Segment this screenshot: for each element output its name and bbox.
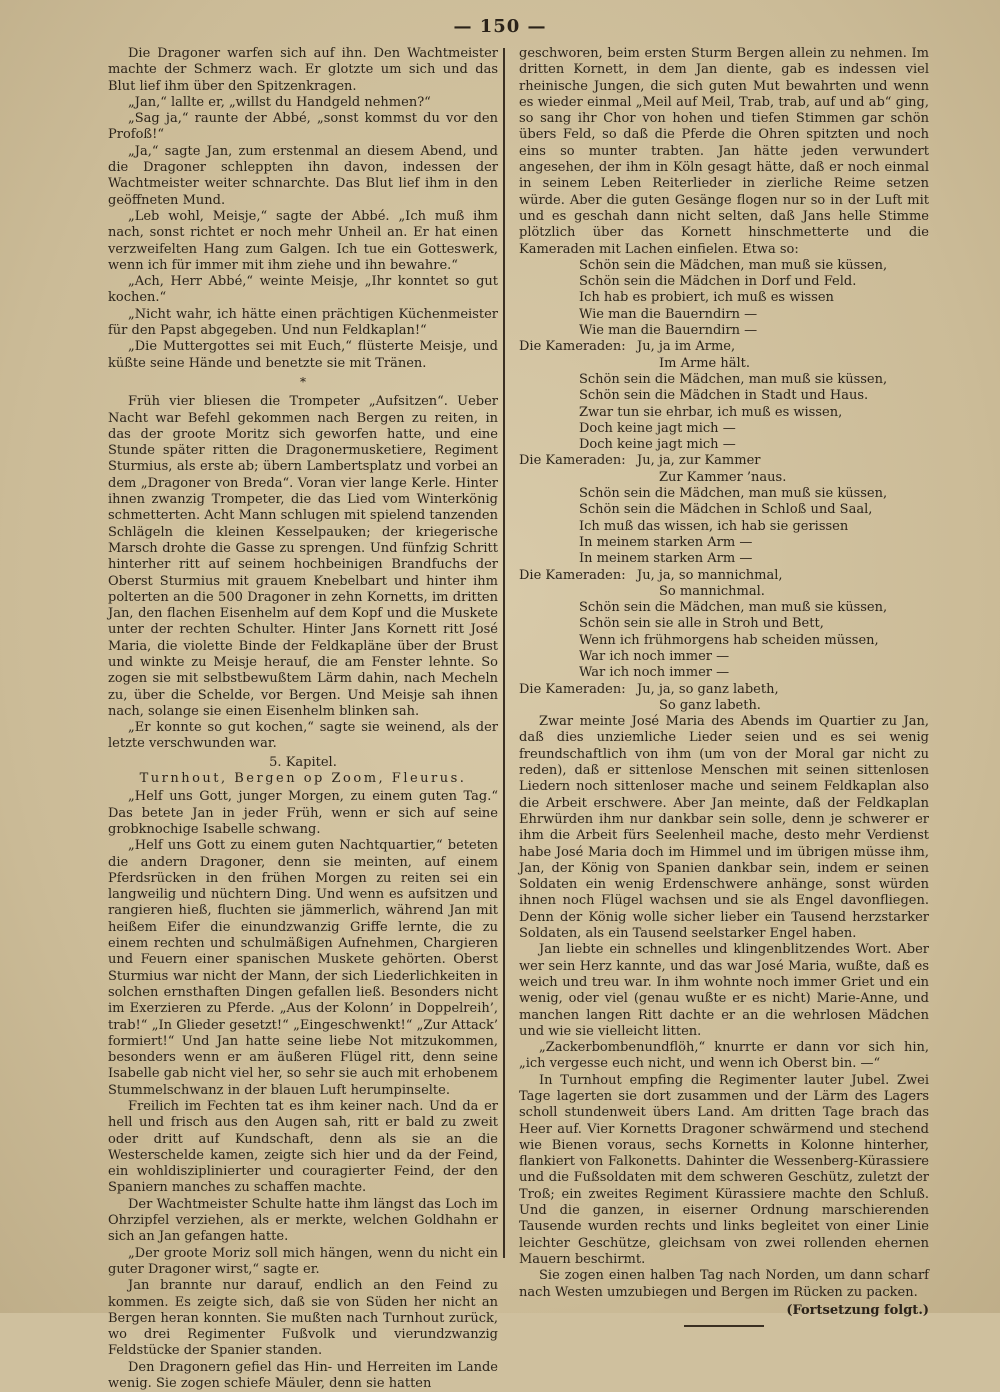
chapter-title: 5. Kapitel. xyxy=(269,754,337,770)
chorus-line: So ganz labeth. xyxy=(659,697,761,713)
paragraph: „Jan,“ lallte er, „willst du Handgeld nehmen?“ xyxy=(128,94,431,110)
verse-line: War ich noch immer — xyxy=(579,648,730,664)
chorus-line: Ju, ja, so mannichmal, xyxy=(637,567,783,583)
paragraph: „Helf uns Gott zu einem guten Nachtquartier,“ beteten die andern Dragoner, denn sie meinten, auf einem Pferdsrücken in den frühen Morgen zu reiten sei ein langweilig und nüchtern Ding. Und wenn es aufsitzen und rangieren hieß, fluchten sie jämmerlich, während Jan mit heißem Eifer die einundzwanzig Griffe lernte, die zu einem rechten und schulmäßigen Aufnehmen, Chargieren und Feuern einer spanischen Muskete gehörten. Oberst Sturmius war nicht der Mann, der sich Liederlichkeiten in solchen ernsthaften Dingen gefallen ließ. Besonders nicht im Exerzieren zu Pferde. „Aus der Kolonn’ in Doppelreih’, trab!“ „In Glieder gesetzt!“ „Eingeschwenkt!“ „Zur Attack’ formiert!“ Und Jan hatte seine liebe Not mitzukommen, besonders wenn er am äußeren Flügel ritt, denn seine Isabelle gab nicht viel her, so sehr sie auch mit erhobenem Stummelschwanz in der blauen Luft herumpinselte. xyxy=(108,838,498,1098)
right-column xyxy=(519,46,929,1327)
verse-line: War ich noch immer — xyxy=(579,665,730,681)
paragraph: „Sag ja,“ raunte der Abbé, „sonst kommst du vor den Profoß!“ xyxy=(108,111,498,143)
paragraph: Die Dragoner warfen sich auf ihn. Den Wachtmeister machte der Schmerz wach. Er glotzte um sich und das Blut lief ihm über den Spitzenkragen. xyxy=(108,46,498,94)
end-rule xyxy=(684,1325,764,1327)
verse-line: Zwar tun sie ehrbar, ich muß es wissen, xyxy=(579,404,843,420)
paragraph: „Der groote Moriz soll mich hängen, wenn du nicht ein guter Dragoner wirst,“ sagte er. xyxy=(108,1245,498,1277)
section-divider-star: * xyxy=(300,374,306,389)
verse-line: In meinem starken Arm — xyxy=(579,534,753,550)
chorus-label: Die Kameraden: xyxy=(519,453,626,469)
song-verse xyxy=(519,486,929,567)
chorus-line: Zur Kammer ’naus. xyxy=(659,469,787,485)
paragraph: geschworen, beim ersten Sturm Bergen allein zu nehmen. Im dritten Kornett, in dem Jan diente, gab es indessen viel rheinische Jungen, die sich guten Mut bewahrten und wenn es wieder einmal „Meil auf Meil, Trab, trab, auf und ab“ ging, so sang ihr Chor von hohen und tiefen Stimmen gar schön übers Feld, so daß die Pferde die Ohren spitzten und noch eins so munter trabten. Jan hätte jeden verwundert angesehen, der ihm in Köln gesagt hätte, daß er noch einmal in seinem Leben Reiterlieder in zierliche Reime setzen würde. Aber die guten Gesänge flogen nur so in der Luft mit und es geschah dann nicht selten, daß Jans helle Stimme plötzlich über das Kornett hinschmetterte und die Kameraden mit Lachen einfielen. Etwa so: xyxy=(519,46,929,257)
chorus-label: Die Kameraden: xyxy=(519,681,626,697)
chapter-subtitle: Turnhout, Bergen op Zoom, Fleurus. xyxy=(139,771,467,787)
verse-line: Ich muß das wissen, ich hab sie gerissen xyxy=(579,518,849,534)
verse-line: Ich hab es probiert, ich muß es wissen xyxy=(579,290,834,306)
song-verse xyxy=(519,372,929,453)
verse-line: In meinem starken Arm — xyxy=(579,551,753,567)
paragraph: Den Dragonern gefiel das Hin- und Herreiten im Lande wenig. Sie zogen schiefe Mäuler, denn sie hatten xyxy=(108,1359,498,1392)
paragraph: „Zackerbombenundflöh,“ knurrte er dann vor sich hin, „ich vergesse euch nicht, und wenn ich Oberst bin. —“ xyxy=(519,1040,929,1072)
verse-line: Schön sein die Mädchen, man muß sie küssen, xyxy=(579,371,888,387)
paragraph: „Nicht wahr, ich hätte einen prächtigen Küchenmeister für den Papst abgegeben. Und nun Feldkaplan!“ xyxy=(108,306,498,339)
verse-line: Wie man die Bauerndirn — xyxy=(579,306,758,322)
paragraph: In Turnhout empfing die Regimenter lauter Jubel. Zwei Tage lagerten sie dort zusammen und der Lärm des Lagers scholl stundenweit übers Land. Am dritten Tage brach das Heer auf. Vier Kornetts Dragoner schwärmend und stechend wie Bienen voraus, sechs Kornetts in Kolonne hinterher, flankiert von Falkonetts. Dahinter die Wessenberg-Kürassiere und die Fußsoldaten mit dem schweren Geschütz, zuletzt der Troß; ein zweites Regiment Kürassiere machte den Schluß. Und die ganzen, in eiserner Ordnung marschierenden Tausende wurden rechts und links begleitet von einer Linie leichter Geschütze, gleichsam von zwei rollenden ehernen Mauern beschirmt. xyxy=(519,1072,929,1267)
chorus xyxy=(519,453,929,469)
verse-line: Schön sein die Mädchen, man muß sie küssen, xyxy=(579,257,888,273)
chorus xyxy=(519,568,929,584)
column-divider xyxy=(503,48,505,1258)
verse-line: Wenn ich frühmorgens hab scheiden müssen, xyxy=(579,632,879,648)
paragraph: Zwar meinte José Maria des Abends im Quartier zu Jan, daß dies unziemliche Lieder seien und es sei wenig freundschaftlich von ihm (um von der Moral gar nicht zu reden), daß er sittenlose Menschen mit seinen sittenlosen Liedern noch sittenloser mache und seinem Feldkaplan also die Arbeit erschwere. Aber Jan meinte, daß der Feldkaplan Ehrwürden ihm nur dankbar sein solle, denn je schwerer er ihm die Arbeit fürs Seelenheil mache, desto mehr Verdienst habe José Maria doch im Himmel und im übrigen müsse ihm, Jan, der König von Spanien dankbar sein, indem er seinen Soldaten ein wenig Erdenschwere anhänge, sonst würden ihnen noch Flügel wachsen und sie als Engel davonfliegen. Denn der König wolle sicher lieber ein Tausend herzstarker Soldaten, als ein Tausend seelstarker Engel haben. xyxy=(519,714,929,942)
verse-line: Schön sein sie alle in Stroh und Bett, xyxy=(579,616,824,632)
chorus-label: Die Kameraden: xyxy=(519,339,626,355)
paragraph: Der Wachtmeister Schulte hatte ihm längst das Loch im Ohrzipfel verziehen, als er merkte, welchen Goldhahn er sich an Jan gefangen hatte. xyxy=(108,1196,498,1245)
paragraph: „Er konnte so gut kochen,“ sagte sie weinend, als der letzte verschwunden war. xyxy=(108,720,498,752)
paragraph: Früh vier bliesen die Trompeter „Aufsitzen“. Ueber Nacht war Befehl gekommen nach Bergen zu reiten, in das der groote Moritz sich geworfen hatte, und eine Stunde später ritten die Dragonermusketiere, Regiment Sturmius, als erste ab; übern Lambertsplatz und vorbei an dem „Dragoner von Breda“. Voran vier lange Kerle. Hinter ihnen zwanzig Trompeter, die das Lied vom Winterkönig schmetterten. Acht Mann schlugen mit spielend tanzenden Schlägeln die kleinen Kesselpauken; der kriegerische Marsch drohte die Gasse zu sprengen. Und fünfzig Schritt hinterher ritt auf seinem hochbeinigen Brandfuchs der Oberst Sturmius mit grauem Knebelbart und hinter ihm polterten an die 500 Dragoner in zehn Kornetts, im dritten Jan, den flachen Eisenhelm auf dem Kopf und die Muskete unter der rechten Schulter. Hinter Jans Kornett ritt José Maria, die violette Binde der Feldkapläne über der Brust und winkte zu Meisje herauf, die am Fenster lehnte. So zogen sie mit selbstbewußtem Lärm dahin, nach Mecheln zu, über die Schelde, vor Bergen. Und Meisje sah ihnen nach, solange sie einen Eisenhelm blinken sah. xyxy=(108,394,498,719)
paragraph: Jan brannte nur darauf, endlich an den Feind zu kommen. Es zeigte sich, daß sie von Süden her nicht an Bergen heran konnten. Sie mußten nach Turnhout zurück, wo drei Regimenter Fußvolk und vierundzwanzig Feldstücke der Spanier standen. xyxy=(108,1278,498,1359)
chorus-label: Die Kameraden: xyxy=(519,567,626,583)
paragraph: Freilich im Fechten tat es ihm keiner nach. Und da er hell und frisch aus den Augen sah, ritt er bald zu zweit oder dritt auf Kundschaft, denn als sie an die Westerschelde kamen, zeigte sich hier und da der Feind, ein wohldisziplinierter und couragierter Feind, der den Spaniern manches zu schaffen machte. xyxy=(108,1099,498,1196)
verse-line: Schön sein die Mädchen in Schloß und Saal, xyxy=(579,502,873,518)
verse-line: Doch keine jagt mich — xyxy=(579,420,736,436)
chorus-line: Im Arme hält. xyxy=(659,355,750,371)
paragraph: Jan liebte ein schnelles und klingenblitzendes Wort. Aber wer sein Herz kannte, und das war José Maria, wußte, daß es weich und treu war. In ihm wohnte noch immer Griet und ein wenig, oder viel (genau wußte er es nicht) Marie-Anne, und manchen langen Ritt dachte er an die wehrlosen Mädchen und wie sie vielleicht litten. xyxy=(519,942,929,1039)
song-verse xyxy=(519,258,929,339)
paragraph: „Leb wohl, Meisje,“ sagte der Abbé. „Ich muß ihm nach, sonst richtet er noch mehr Unheil an. Er hat einen verzweifelten Hang zum Galgen. Ich tue ein Gotteswerk, wenn ich für immer mit ihm ziehe und ihn bewahre.“ xyxy=(108,208,498,273)
verse-line: Schön sein die Mädchen, man muß sie küssen, xyxy=(579,600,888,616)
paragraph: „Helf uns Gott, junger Morgen, zu einem guten Tag.“ Das betete Jan in jeder Früh, wenn er sich auf seine grobknochige Isabelle schwang. xyxy=(108,789,498,837)
paragraph: „Ja,“ sagte Jan, zum erstenmal an diesem Abend, und die Dragoner schleppten ihn davon, indessen der Wachtmeister weiter schnarchte. Das Blut lief ihm in den geöffneten Mund. xyxy=(108,143,498,208)
verse-line: Schön sein die Mädchen in Dorf und Feld. xyxy=(579,274,857,290)
page-number: — 150 — xyxy=(453,16,547,37)
paragraph: „Ach, Herr Abbé,“ weinte Meisje, „Ihr konntet so gut kochen.“ xyxy=(108,274,498,306)
chorus xyxy=(519,682,929,698)
continuation-note: (Fortsetzung folgt.) xyxy=(786,1302,929,1318)
verse-line: Wie man die Bauerndirn — xyxy=(579,323,758,339)
left-column xyxy=(108,46,498,1392)
verse-line: Schön sein die Mädchen, man muß sie küssen, xyxy=(579,486,888,502)
chorus-line: Ju, ja, so ganz labeth, xyxy=(637,681,779,697)
chorus-line: So mannichmal. xyxy=(659,583,765,599)
paragraph: Sie zogen einen halben Tag nach Norden, um dann scharf nach Westen umzubiegen und Bergen im Rücken zu packen. xyxy=(519,1268,929,1300)
chorus-line: Ju, ja im Arme, xyxy=(637,339,736,355)
verse-line: Doch keine jagt mich — xyxy=(579,437,736,453)
song-verse xyxy=(519,600,929,681)
verse-line: Schön sein die Mädchen in Stadt und Haus. xyxy=(579,388,869,404)
paragraph: „Die Muttergottes sei mit Euch,“ flüsterte Meisje, und küßte seine Hände und benetzte sie mit Tränen. xyxy=(108,339,498,371)
chorus xyxy=(519,339,929,355)
chorus-line: Ju, ja, zur Kammer xyxy=(637,453,761,469)
